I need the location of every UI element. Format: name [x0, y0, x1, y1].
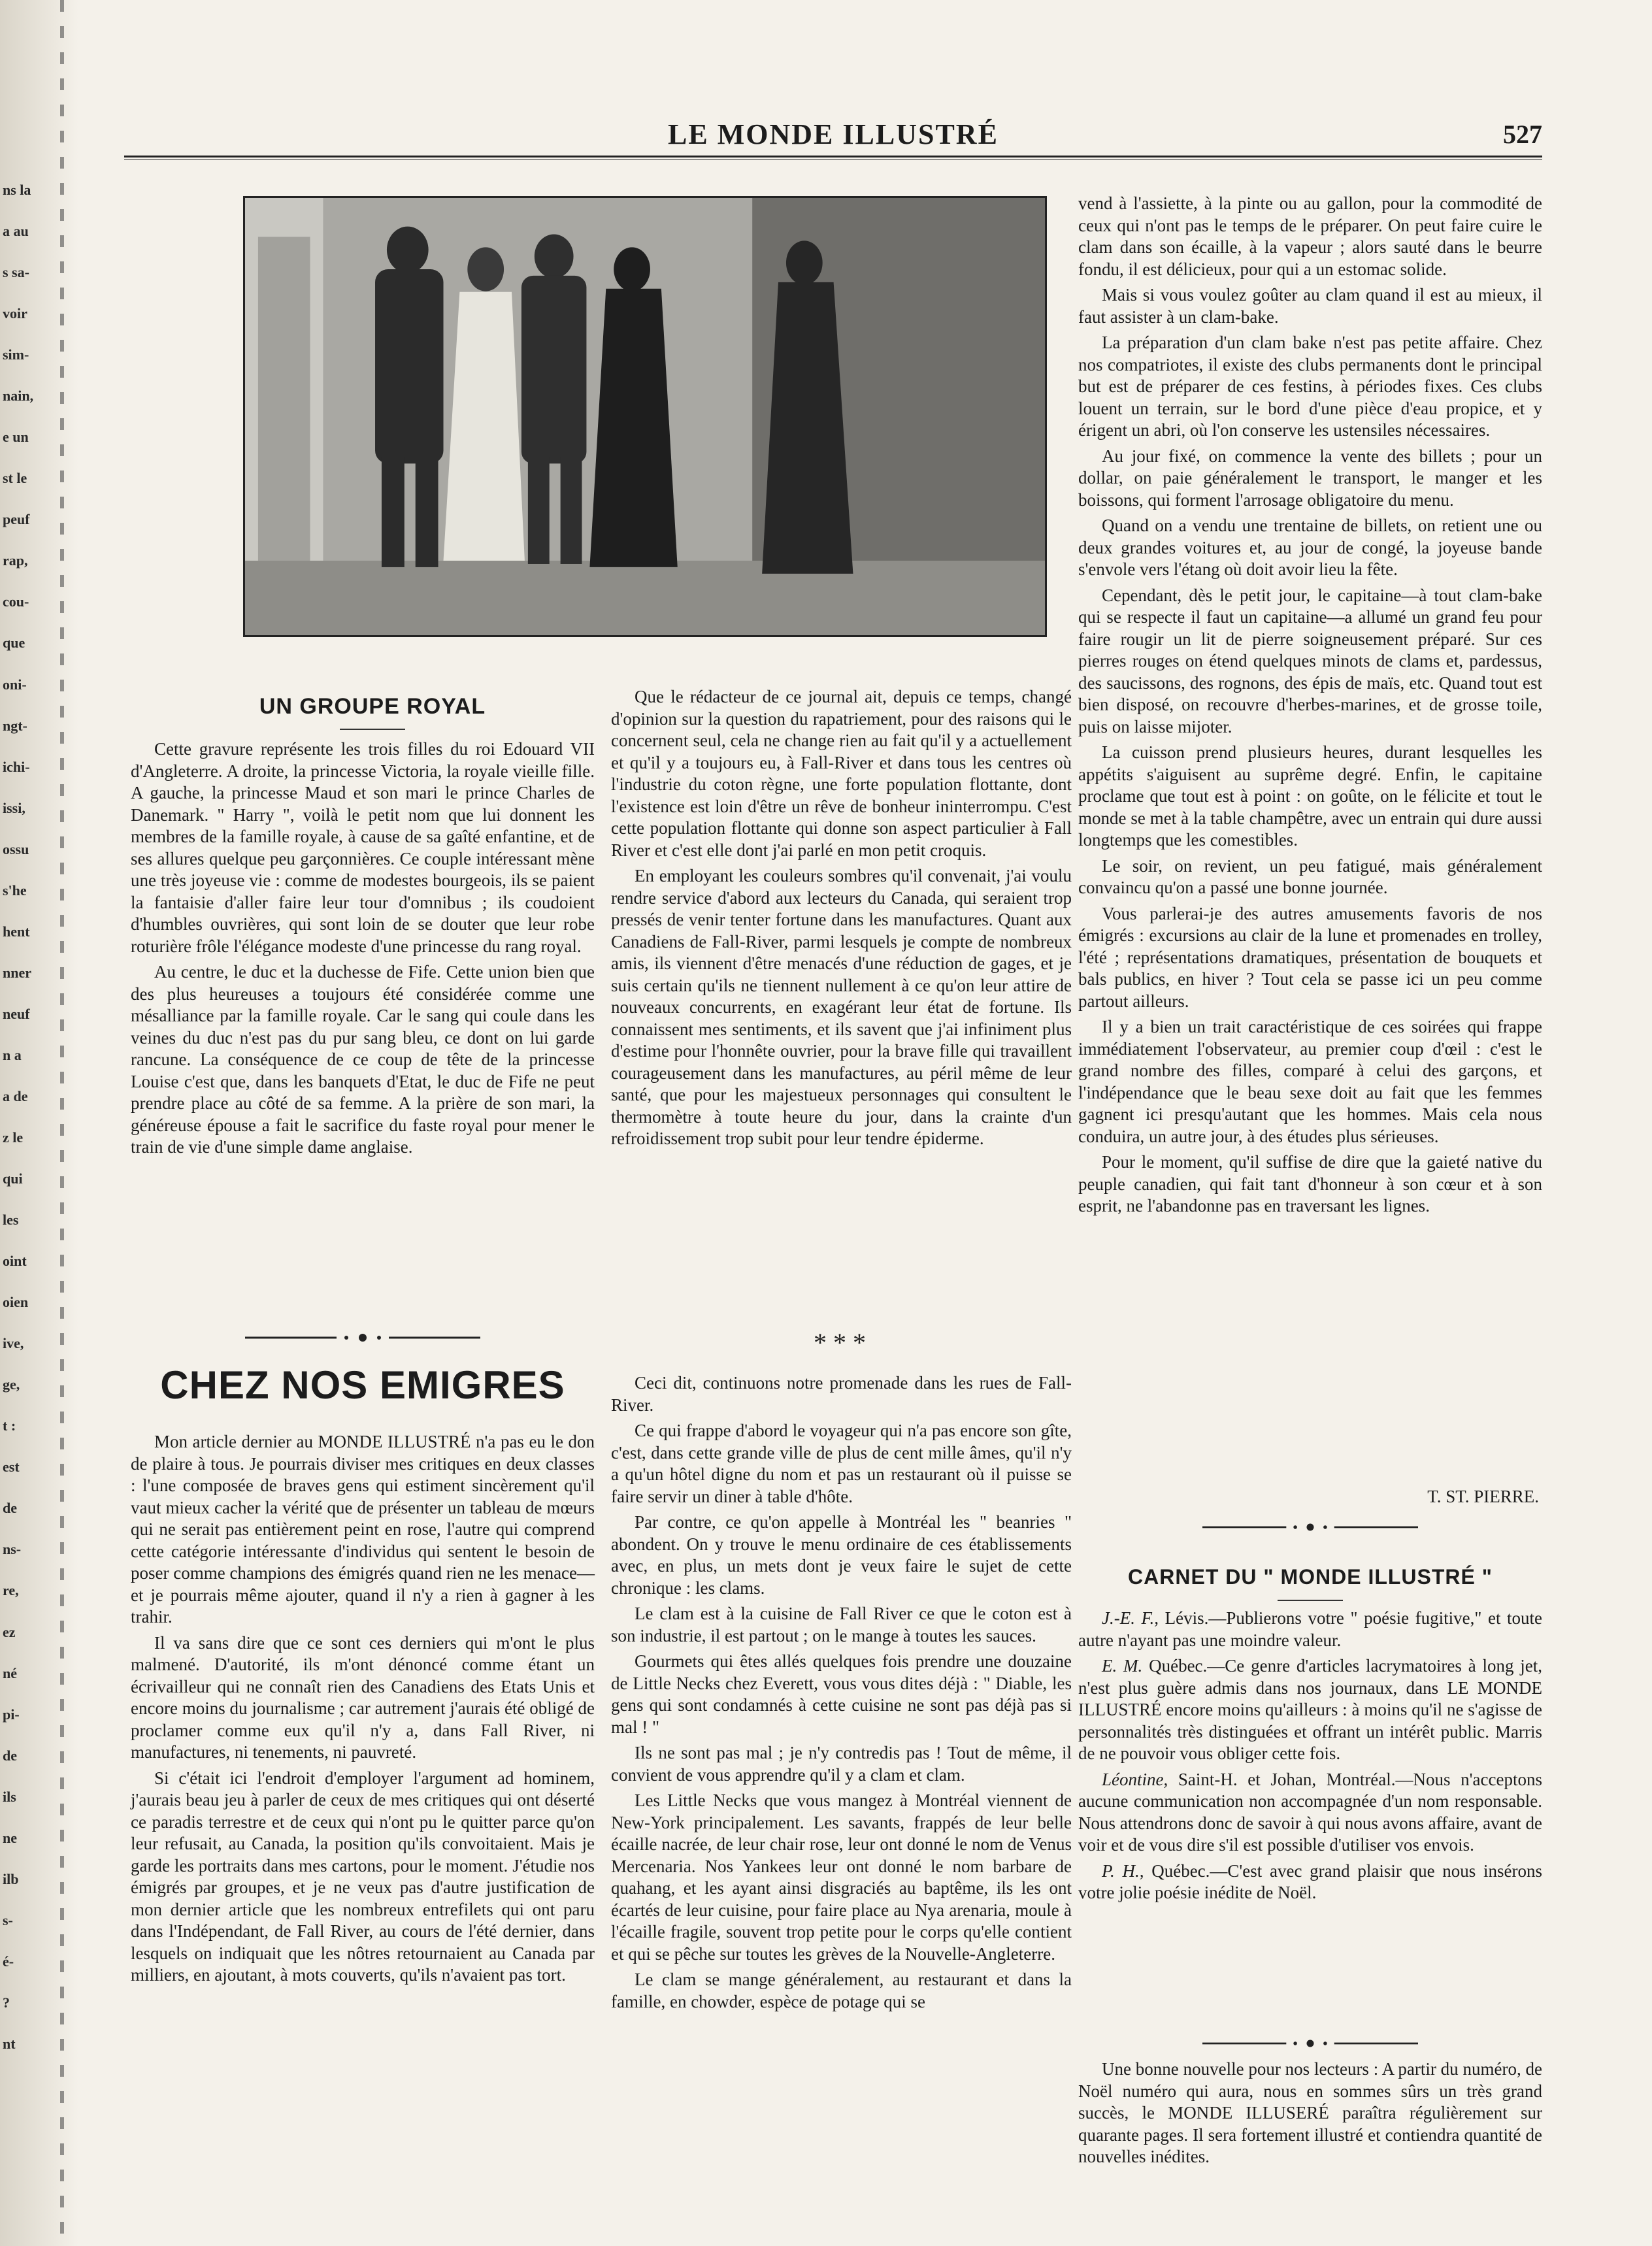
margin-fragment: t :	[3, 1417, 16, 1434]
announcement	[1078, 2058, 1542, 2202]
carnet-entry	[1078, 1860, 1542, 1904]
author-signature: T. ST. PIERRE.	[1427, 1487, 1539, 1506]
emigres-paragraph: Les Little Necks que vous mangez à Montréal viennent de New-York principalement. Les savants, frappés de leur belle écaille nacrée, de leur chair rose, leur ont donné le nom de Venus Mercenaria. Nos Yankees leur ont donné le nom barbare de quahang, et les ayant ainsi disgraciés au baptême, ils les ont écartés de leur cuisine, pour faire place au Nya arenaria, moule à l'écaille fragile, souvent trop petite pour le corps qu'elle contient et qui se pêche sur toutes les grèves de la Nouvelle-Angleterre.	[611, 1791, 1072, 1964]
margin-fragment: nner	[3, 964, 31, 981]
margin-fragment: les	[3, 1212, 19, 1229]
emigres-paragraph: Si c'était ici l'endroit d'employer l'argument ad hominem, j'aurais beau jeu à parler de ceux de mes critiques qui ont déserté ce paradis terrestre et de ceux qui n'ont pu le quitter parce qu'on leur refusait, au Canada, la position qu'ils convoitaient. Mais je garde les portraits dans mes cartons, pour le moment. J'étudie nos émigrés par groupes, et je ne veux pas d'autre justification de mon dernier article que les nombreux entrefilets qui ont paru dans l'Indépendant, de Fall River, au cours de l'été dernier, dans lesquels on indiquait que les nôtres retournaient au Canada par milliers, en ajoutant, à mots couverts, qu'ils n'avaient pas tort.	[131, 1768, 595, 1985]
margin-fragment: nt	[3, 2035, 16, 2052]
emigres-paragraph: Mon article dernier au MONDE ILLUSTRÉ n'a pas eu le don de plaire à tous. Je pourrais diviser mes critiques en deux classes : l'une composée de braves gens qui estiment sincèrement qu'il vaut mieux cacher la vérité que de présenter un tableau de mœurs qui ne serait pas entièrement peint en rose, l'autre qui comprend cette catégorie intéressante d'individus qui sentent le besoin de poser comme champions des émigrés quand rien ne les menace—et je pourrais même ajouter, quand il n'y a rien à gagner à les trahir.	[131, 1432, 595, 1627]
royal-paragraph: Au centre, le duc et la duchesse de Fife. Cette union bien que des plus heureuses a toujours été considérée comme une mésalliance par la famille royale. Car le sang qui coule dans les veines du duc n'est pas du pur sang bleu, ce dont on lui garde rancune. La conséquence de ce coup de tête de la princesse Louise c'est que, dans les banquets d'Etat, le duc de Fife ne peut prendre place au côté de sa femme. A la prière de son mari, la généreuse épouse a fait le sacrifice du faste royal pour mener le train de vie d'une simple dame anglaise.	[131, 962, 595, 1157]
margin-fragment: hent	[3, 923, 30, 940]
carnet-entry-name: J.-E. F.,	[1102, 1608, 1159, 1628]
margin-fragment: ge,	[3, 1376, 20, 1393]
section-ornament	[1202, 1523, 1418, 1532]
margin-fragment: nain,	[3, 388, 34, 405]
emigres-paragraph: vend à l'assiette, à la pinte ou au gallon, pour la commodité de ceux qui n'ont pas le temps de le préparer. On peut faire cuire le clam dans son écaille, à la vapeur ; alors sauté dans le beurre fondu, il est délicieux, pour qui a un estomac solide.	[1078, 193, 1542, 279]
carnet-heading: CARNET DU " MONDE ILLUSTRÉ "	[1128, 1565, 1493, 1589]
margin-fragment: né	[3, 1664, 17, 1681]
margin-fragment: de	[3, 1500, 17, 1517]
margin-fragment: peuf	[3, 511, 30, 528]
margin-fragment: st le	[3, 470, 27, 487]
page-number: 527	[1503, 120, 1542, 149]
margin-fragment: oni-	[3, 676, 27, 693]
emigres-paragraph: Ceci dit, continuons notre promenade dans les rues de Fall-River.	[611, 1373, 1072, 1415]
royal-group-article	[131, 738, 595, 1300]
section-ornament	[1202, 2039, 1418, 2048]
royal-paragraph: Cette gravure représente les trois filles du roi Edouard VII d'Angleterre. A droite, la princesse Victoria, la royale vieille fille. A gauche, la princesse Maud et son mari le prince Charles de Danemark. " Harry ", voilà le petit nom que lui donnent les membres de la famille royale, à cause de sa gaîté enfantine, et de ses allures quelque peu garçonnières. Ce couple intéressant mène une très joyeuse vie : comme de modestes bourgeois, ils se paient la fantaisie d'aller faire leur tour d'omnibus ; ils coudoient d'humbles ouvrières, qui sont loin de se douter que leur robe roturière frôle l'élégance modeste d'une princesse du rang royal.	[131, 739, 595, 956]
binding-fold	[60, 0, 64, 2246]
emigres-paragraph: Ce qui frappe d'abord le voyageur qui n'a pas encore son gîte, c'est, dans cette grande ville de plus de cent mille âmes, qu'il n'y a qu'un hôtel digne du nom et pas un restaurant où il puisse se faire servir un diner à table d'hôte.	[611, 1421, 1072, 1506]
emigres-column-2-bottom	[611, 1372, 1072, 2176]
margin-fragment: rap,	[3, 552, 28, 569]
emigres-heading: CHEZ NOS EMIGRES	[160, 1363, 565, 1407]
margin-fragment: ne	[3, 1829, 17, 1846]
margin-fragment: ilb	[3, 1870, 19, 1887]
emigres-paragraph: La cuisson prend plusieurs heures, durant lesquelles les appétits s'aiguisent au suprême degré. Enfin, le capitaine proclame que tout est à point : on goûte, on le félicite et tout le monde se met à la table champêtre, avec un entrain qui dure aussi longtemps que les comestibles.	[1078, 742, 1542, 850]
margin-fragment: s-	[3, 1911, 13, 1928]
masthead-rule	[124, 156, 1542, 157]
emigres-paragraph: Le soir, on revient, un peu fatigué, mais généralement convaincu qu'on a passé une bonne journée.	[1078, 855, 1542, 897]
margin-fragment: ichi-	[3, 758, 30, 775]
emigres-paragraph: Par contre, ce qu'on appelle à Montréal les " beanries " abondent. On y trouve le menu ordinaire de ces établissements avec, en plus, un mets dont je veux faire le sujet de cette chronique : les clams.	[611, 1512, 1072, 1598]
margin-fragment: cou-	[3, 593, 29, 610]
heading-rule	[1278, 1600, 1343, 1601]
carnet-entry	[1078, 1655, 1542, 1765]
margin-fragment: de	[3, 1747, 17, 1764]
carnet-entry-text: Québec.—C'est avec grand plaisir que nous insérons votre jolie poésie inédite de Noël.	[1078, 1860, 1542, 1902]
photo-illustration	[245, 198, 1045, 635]
emigres-paragraph: Quand on a vendu une trentaine de billets, on retient une ou deux grandes voitures et, au jour de congé, la joyeuse bande s'envole vers l'étang où doit avoir lieu la fête.	[1078, 516, 1542, 579]
margin-fragment: neuf	[3, 1005, 30, 1022]
margin-fragment: ossu	[3, 840, 29, 857]
emigres-column-1	[131, 1431, 595, 2176]
margin-fragment: re,	[3, 1582, 19, 1599]
carnet-entry-text: Québec.—Ce genre d'articles lacrymatoires à long jet, n'est plus guère admis dans nos journaux, dans LE MONDE ILLUSTRÉ encore moins qu'ailleurs : à moins qu'il ne s'agisse de personnalités très distinguées et offrant un intérêt public. Marris de ne pouvoir vous obliger cette fois.	[1078, 1656, 1543, 1763]
margin-fragment: é-	[3, 1953, 14, 1970]
margin-fragment: ns la	[3, 182, 31, 198]
carnet-entry-name: P. H.,	[1102, 1860, 1144, 1881]
margin-fragment: oint	[3, 1253, 27, 1270]
margin-fragment: ez	[3, 1623, 16, 1640]
emigres-paragraph: Vous parlerai-je des autres amusements favoris de nos émigrés : excursions au clair de la lune et promenades en trolley, l'été ; représentations dramatiques, présentation de bouquets et bals publics, en hiver ? Tout cela se passe ici un peu comme partout ailleurs.	[1078, 903, 1542, 1011]
emigres-paragraph: Ils ne sont pas mal ; je n'y contredis pas ! Tout de même, il convient de vous apprendre qu'il y a clam et clam.	[611, 1743, 1072, 1785]
margin-fragment: pi-	[3, 1706, 20, 1723]
emigres-paragraph: Pour le moment, qu'il suffise de dire que la gaieté native du peuple canadien, qui fait tant d'honneur à son cœur et à son esprit, ne l'abandonne pas en traversant les lignes.	[1078, 1152, 1542, 1215]
emigres-paragraph: Cependant, dès le petit jour, le capitaine—à tout clam-bake qui se respecte il faut un capitaine—a allumé un grand feu pour faire rougir un lit de pierre soigneusement préparé. Sur ces pierres rouges on étend quelques minots de clams et, pardessus, des saucissons, des rognons, des épis de maïs, etc. Quand tout est bien disposé, on recouvre d'herbes-marines, et de grosse toile, puis on laisse mijoter.	[1078, 585, 1542, 736]
masthead	[124, 118, 1542, 163]
heading-rule	[340, 729, 405, 730]
emigres-paragraph: Le clam est à la cuisine de Fall River ce que le coton est à son industrie, il est partout ; on le mange à toutes les sauces.	[611, 1604, 1072, 1645]
margin-fragment: oien	[3, 1294, 29, 1311]
margin-fragment: s sa-	[3, 264, 29, 281]
emigres-column-3	[1078, 193, 1542, 1487]
emigres-paragraph: Il y a bien un trait caractéristique de ces soirées qui frappe immédiatement l'observateur, au premier coup d'œil : c'est le grand nombre des filles, comparé à celui des garçons, et l'indépendance que le beau sexe doit au fait que les femmes gagnent ici presqu'autant que les hommes. Mais cela nous conduira, un autre jour, à des études plus sérieuses.	[1078, 1017, 1542, 1146]
section-ornament	[245, 1333, 480, 1342]
emigres-column-2-top	[611, 686, 1072, 1313]
emigres-paragraph: La préparation d'un clam bake n'est pas petite affaire. Chez nos compatriotes, il existe des clubs permanents dont le principal but est de préparer de ces festins, à périodes fixes. Ces clubs louent un terrain, sur le bord d'une pièce d'eau propice, et y érigent un abri, où l'on conserve les ustensiles nécessaires.	[1078, 333, 1542, 440]
adjacent-page-margin	[0, 0, 78, 2246]
margin-fragment: ils	[3, 1788, 16, 1805]
margin-fragment: qui	[3, 1170, 23, 1187]
margin-fragment: a de	[3, 1087, 28, 1104]
emigres-paragraph: Au jour fixé, on commence la vente des billets ; pour un dollar, on paie généralement le transport, le manger et les boissons, qui forment l'arrosage obligatoire du menu.	[1078, 446, 1542, 510]
margin-fragment: est	[3, 1459, 20, 1476]
margin-fragment: voir	[3, 305, 27, 322]
margin-fragment: e un	[3, 429, 29, 446]
carnet-entry-text: Lévis.—Publierons votre " poésie fugitive," et toute autre n'ayant pas une moindre valeur.	[1078, 1608, 1543, 1650]
margin-fragment: n a	[3, 1046, 22, 1063]
emigres-paragraph: Il va sans dire que ce sont ces derniers qui m'ont le plus malmené. D'autorité, ils m'ont dénoncé comme étant un écrivailleur qui ne connaît rien des Canadiens des Etats Unis et encore moins du journalisme ; car autrement j'aurais été obligé de proclamer comme eux qu'il n'y a, dans Fall River, ni manufactures, ni tenements, ni pauvreté.	[131, 1632, 595, 1762]
carnet-entries	[1078, 1608, 1542, 2032]
announcement-text: Une bonne nouvelle pour nos lecteurs : A partir du numéro, de Noël numéro qui aura, nous en sommes sûrs un très grand succès, le MONDE ILLUSERÉ paraîtra régulièrement sur quarante pages. Il sera fortement illustré et contiendra quantité de nouvelles inédites.	[1078, 2059, 1542, 2166]
emigres-paragraph: En employant les couleurs sombres qu'il convenait, j'ai voulu rendre service d'abord aux lecteurs du Canada, qui seraient trop pressés de venir tenter fortune dans les manufactures. Quant aux Canadiens de Fall-River, parmi lesquels je compte de nombreux amis, ils viennent d'être menacés d'une réduction de gages, et je suis certain qu'ils ne tiennent nullement à ce qu'on leur attire de nouveaux concurrents, en exagérant leur état de fortune. Ils connaissent mes sentiments, et ils savent que j'ai infiniment plus d'estime pour l'honnête ouvrier, pour la brave fille qui travaillent courageusement dans les manufactures, au péril même de leur santé, que pour les majestueux personnages qui consultent le thermomètre à toute heure du jour, dans la crainte d'un refroidissement trop subit pour leur tendre épiderme.	[611, 866, 1072, 1148]
margin-fragment: ngt-	[3, 717, 27, 734]
royal-group-photo	[243, 196, 1047, 637]
margin-fragment: ns-	[3, 1541, 22, 1558]
carnet-entry-name: Léontine,	[1102, 1769, 1168, 1789]
margin-fragment: ive,	[3, 1335, 24, 1352]
carnet-entry	[1078, 1608, 1542, 1651]
emigres-paragraph: Que le rédacteur de ce journal ait, depuis ce temps, changé d'opinion sur la question du rapatriement, pour des raisons qui le concernent seul, cela ne change rien au fait qu'il y a actuellement et qu'il y a toujours eu, à Fall-River et dans tous les centres où l'industrie du coton règne, une forte population flottante, dont l'existence est loin d'être un rêve de bonheur ininterrompu. C'est cette population flottante qui donne son aspect particulier à Fall River et c'est elle dont j'ai parlé en mon petit croquis.	[611, 687, 1072, 860]
journal-title: LE MONDE ILLUSTRÉ	[668, 118, 999, 150]
emigres-paragraph: Le clam se mange généralement, au restaurant et dans la famille, en chowder, espèce de potage qui se	[611, 1970, 1072, 2011]
royal-group-heading: UN GROUPE ROYAL	[259, 694, 486, 719]
carnet-entry-name: E. M.	[1102, 1656, 1143, 1676]
margin-fragment: z le	[3, 1129, 24, 1146]
margin-fragment: a au	[3, 223, 29, 240]
masthead-rule-thin	[124, 159, 1542, 160]
carnet-entry	[1078, 1769, 1542, 1857]
emigres-paragraph: Gourmets qui êtes allés quelques fois prendre une douzaine de Little Necks chez Everett, vous vous dites déjà : " Diable, les gens qui sont condamnés à cette cuisine ne sont pas déjà pas si mal ! "	[611, 1651, 1072, 1737]
margin-fragment: s'he	[3, 882, 27, 899]
emigres-paragraph: Mais si vous voulez goûter au clam quand il est au mieux, il faut assister à un clam-bake.	[1078, 285, 1542, 327]
margin-fragment: issi,	[3, 799, 25, 816]
margin-fragment: sim-	[3, 346, 29, 363]
margin-fragment: ?	[3, 1994, 10, 2011]
margin-fragment: que	[3, 635, 25, 652]
carnet-entry-text: Saint-H. et Johan, Montréal.—Nous n'acceptons aucune communication non accompagnée d'un nom responsable. Nous attendrons donc de savoir à qui nous avons affaire, avant de voir et de vous dire s'il est possible d'utiliser vos envois.	[1078, 1769, 1542, 1855]
section-asterism: * * *	[814, 1328, 866, 1357]
